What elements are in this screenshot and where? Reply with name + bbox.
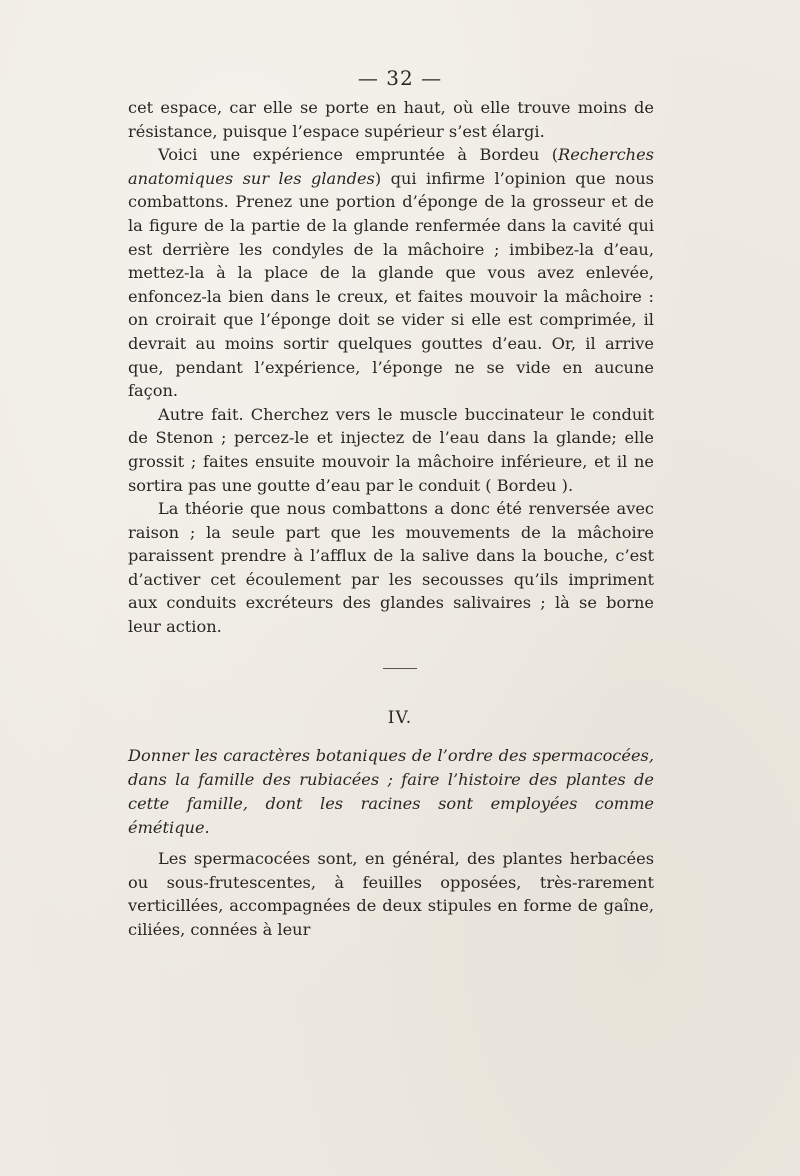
section-number: IV.	[387, 708, 413, 728]
body-text-lower	[128, 847, 654, 941]
section-divider	[383, 668, 417, 669]
paragraph-5: Les spermacocées sont, en général, des plantes herbacées ou sous-frutescentes, à feuilles opposées, très-rarement verticillées, accompagnées de deux stipules en forme de gaîne, ciliées, connées à leur	[128, 849, 654, 939]
paragraph-1: cet espace, car elle se porte en haut, où elle trouve moins de résistance, puisque l’espace supérieur s’est élargi.	[128, 98, 654, 141]
body-text-upper	[128, 96, 654, 639]
paragraph-4: La théorie que nous combattons a donc été renversée avec raison ; la seule part que les mouvements de la mâchoire paraissent prendre à l’afflux de la salive dans la bouche, c’est d’activer cet écoulement par les secousses qu’ils impriment aux conduits excréteurs des glandes salivaires ; là se borne leur action.	[128, 499, 654, 637]
citation-title: Recherches anatomiques sur les glandes	[128, 145, 654, 188]
paragraph-2-lead: Voici une expérience empruntée à Bordeu (	[158, 145, 559, 165]
section-question	[128, 744, 654, 840]
paragraph-3: Autre fait. Cherchez vers le muscle buccinateur le conduit de Stenon ; percez-le et injectez de l’eau dans la glande; elle grossit ; faites ensuite mouvoir la mâchoire inférieure, et il ne sortira pas une goutte d’eau par le conduit ( Bordeu ).	[128, 404, 654, 495]
paragraph-2	[128, 143, 654, 403]
paragraph-2-rest: ) qui infirme l’opinion que nous combattons. Prenez une portion d’éponge de la grosseur et de la figure de la partie de la glande renfermée dans la cavité qui est derrière les condyles de la mâchoire ; imbibez-la d’eau, mettez-la à la place de la glande que vous avez enlevée, enfoncez-la bien dans le creux, et faites mouvoir la mâchoire : on croirait que l’éponge doit se vider si elle est comprimée, il devrait au moins sortir quelques gouttes d’eau. Or, il arrive que, pendant l’expérience, l’éponge ne se vide en aucune façon.	[128, 168, 654, 401]
question-text: Donner les caractères botaniques de l’ordre des spermacocées, dans la famille des rubiacées ; faire l’histoire des plantes de cette famille, dont les racines sont employées comme émétique.	[128, 746, 654, 837]
page-number: — 32 —	[357, 66, 443, 90]
